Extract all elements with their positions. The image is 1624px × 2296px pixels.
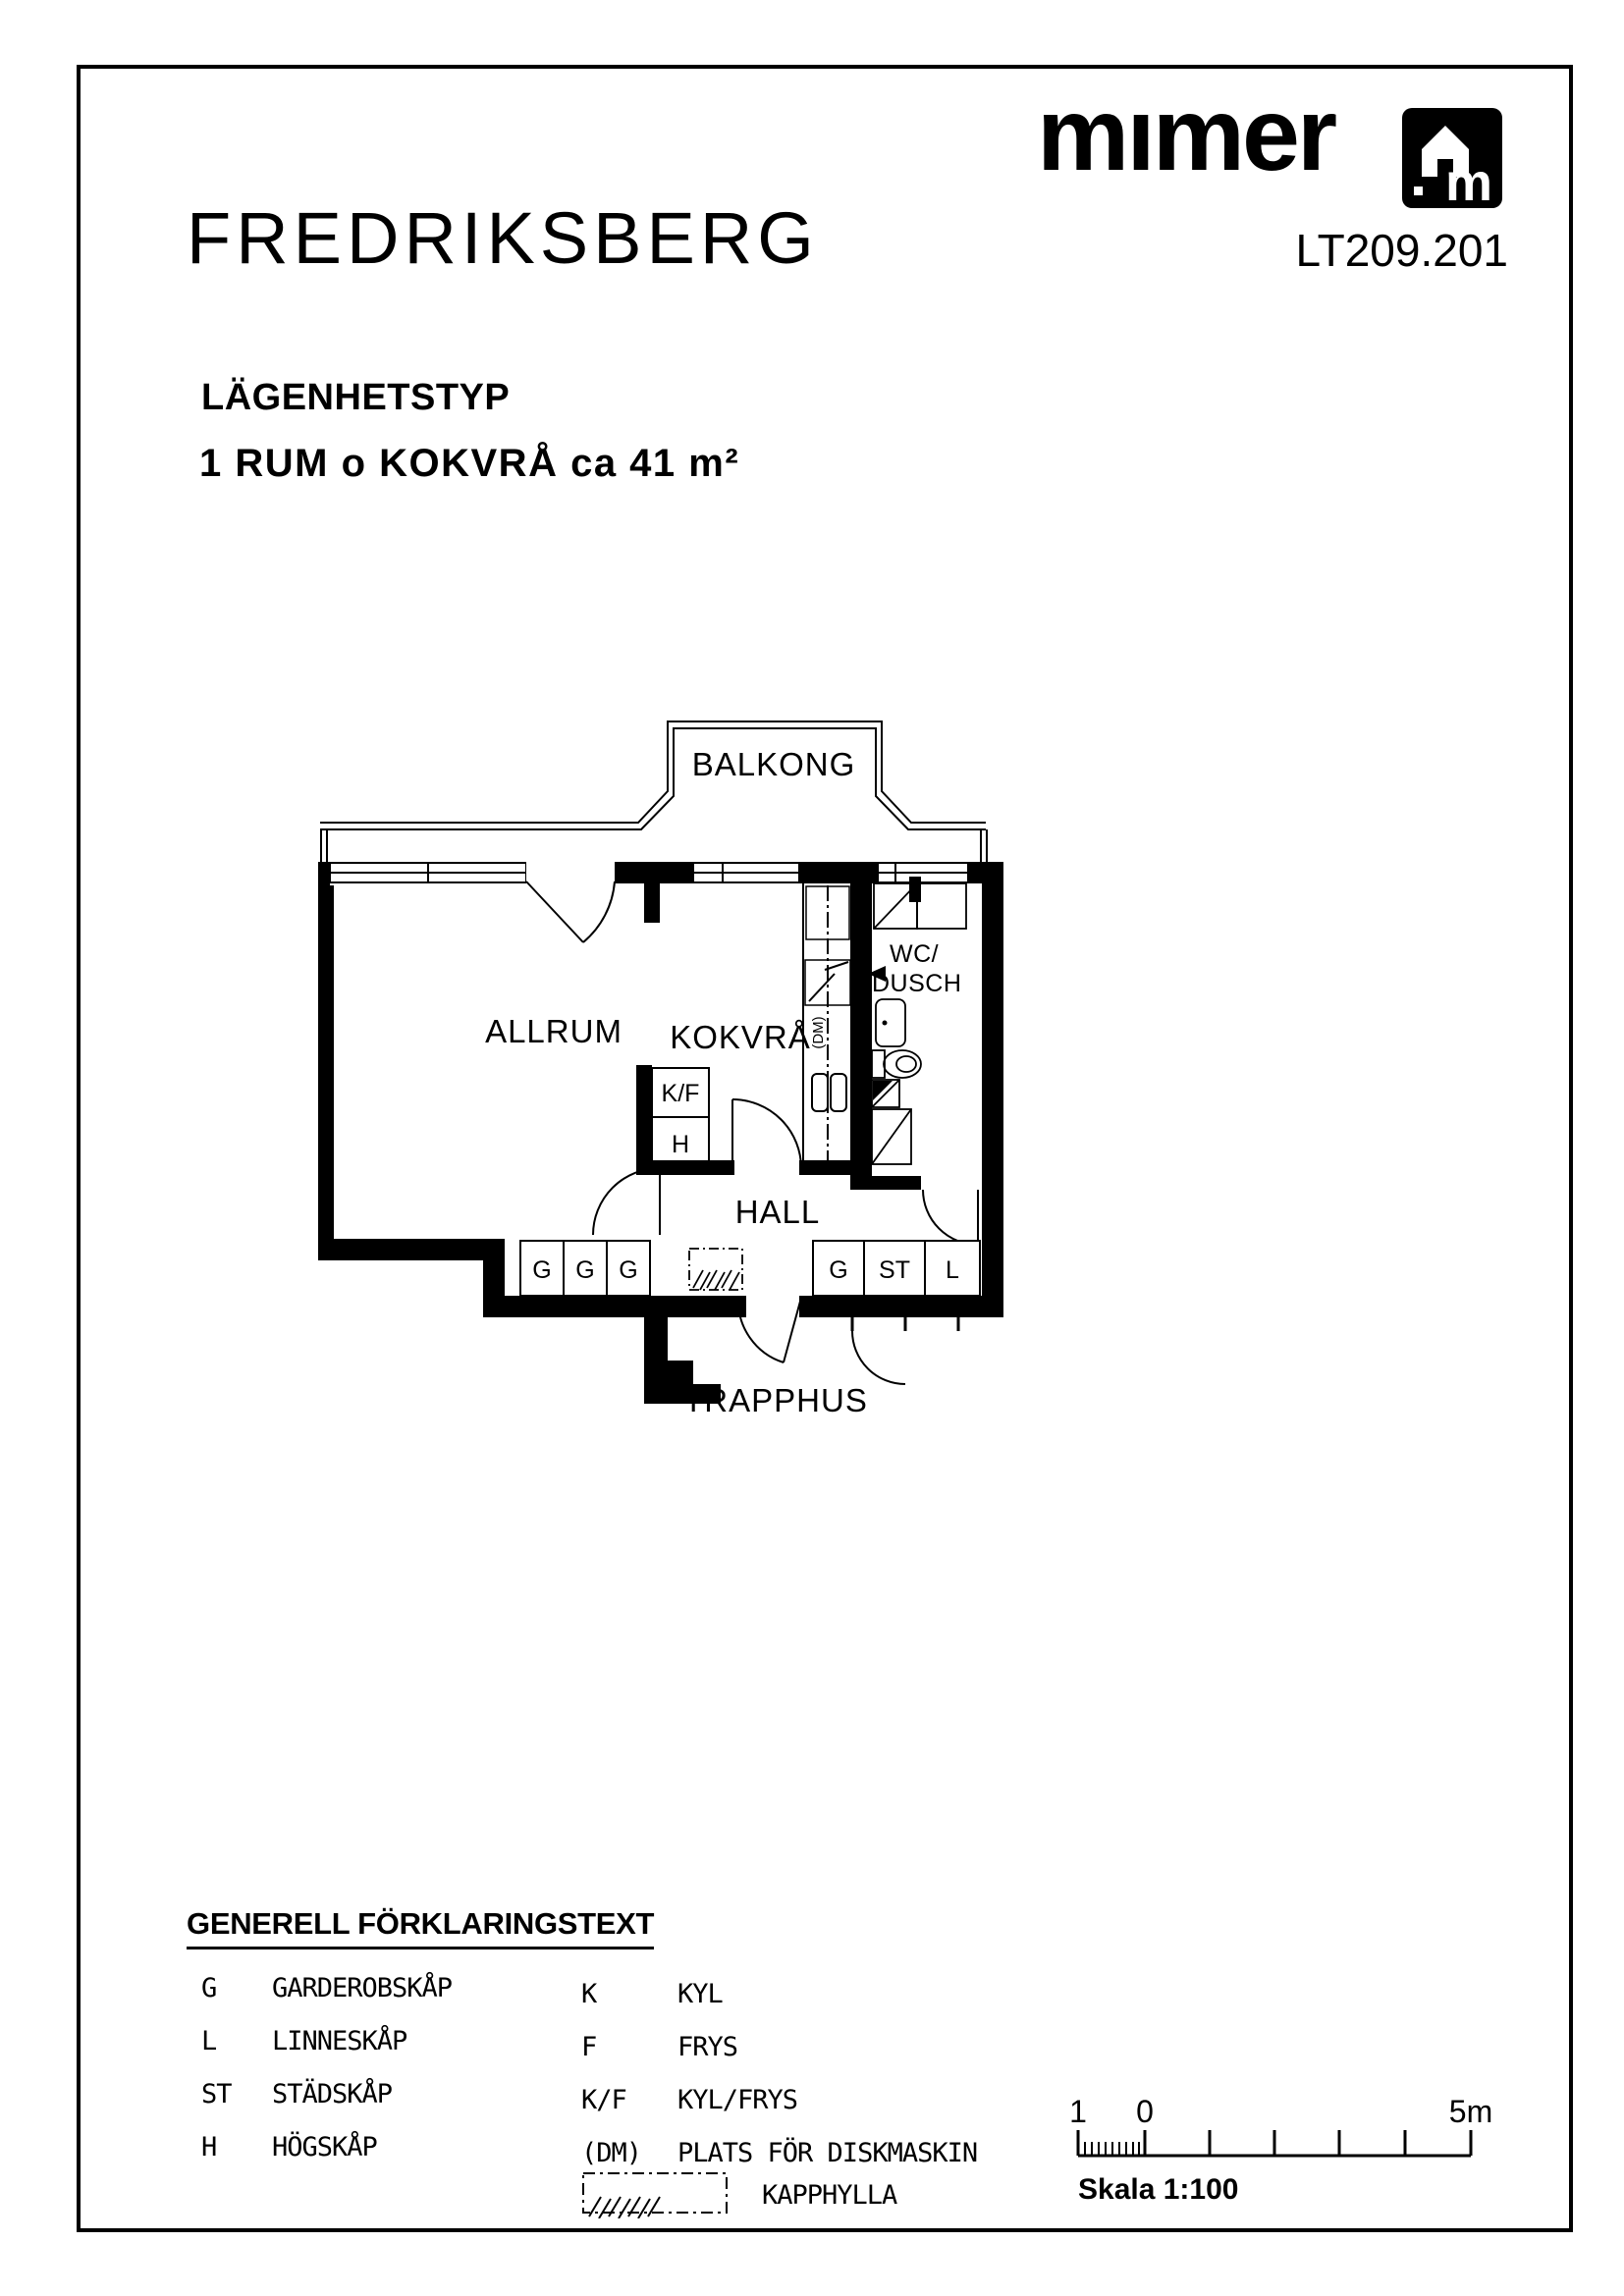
cabinet-g3-label: G	[619, 1256, 638, 1284]
legend-item: G GARDEROBSKÅP	[201, 1973, 453, 2003]
mimer-logo	[1037, 77, 1508, 220]
legend-item-kapphylla: KAPPHYLLA	[581, 2171, 896, 2218]
wc-label-line1: WC/	[890, 940, 940, 968]
cabinet-kf-label: K/F	[661, 1080, 700, 1107]
scale-tick-0: 0	[1136, 2094, 1154, 2129]
cabinet-g2-label: G	[575, 1256, 595, 1284]
legend-item: (DM) PLATS FÖR DISKMASKIN	[581, 2138, 978, 2168]
cabinet-l-label: L	[946, 1256, 959, 1284]
coat-shelf-legend-icon	[581, 2171, 729, 2218]
stairwell-door	[852, 1317, 958, 1384]
living-room-door	[593, 1168, 660, 1235]
partition-stub	[644, 883, 660, 923]
cabinet-g4-label: G	[829, 1256, 848, 1284]
legend-item: F FRYS	[581, 2032, 738, 2062]
legend-column-left	[201, 1973, 452, 2185]
cabinet-g1-label: G	[532, 1256, 552, 1284]
legend-item: K/F KYL/FRYS	[581, 2085, 798, 2115]
hall-label: HALL	[734, 1194, 821, 1230]
bathroom-door	[923, 1190, 978, 1245]
coat-shelf-symbol	[689, 1249, 742, 1290]
cabinet-h-label: H	[671, 1131, 690, 1158]
wc-label-line2: DUSCH	[872, 970, 962, 997]
scale-bar	[1056, 2086, 1517, 2214]
apartment-type-spec: 1 RUM o KOKVRÅ ca 41 m²	[199, 442, 740, 485]
plan-type-code: LT209.201	[1295, 225, 1508, 276]
balcony-railing	[320, 721, 987, 862]
window-band-east	[878, 860, 968, 885]
entrance-door	[738, 1298, 801, 1362]
bathroom	[868, 877, 966, 1190]
mimer-logo-wordmark: mımer	[1037, 77, 1335, 192]
balcony-door	[526, 881, 615, 942]
legend-title: GENERELL FÖRKLARINGSTEXT	[187, 1906, 654, 1949]
window-band-middle	[693, 860, 799, 885]
svg-text:m: m	[1445, 153, 1493, 208]
sink-bowl-2	[831, 1074, 846, 1111]
kitchenette-door	[732, 1099, 801, 1168]
mimer-house-icon	[1402, 108, 1502, 208]
sink-bowl-1	[812, 1074, 828, 1111]
washbasin-symbol	[876, 999, 905, 1046]
stairwell-label: TRAPPHUS	[683, 1382, 868, 1418]
living-room-label: ALLRUM	[485, 1013, 623, 1049]
balcony-door-opening	[526, 860, 615, 885]
dishwasher-space-label: (DM)	[810, 1016, 827, 1049]
scale-tick-5m: 5m	[1448, 2094, 1493, 2129]
apartment-type-label: LÄGENHETSTYP	[201, 377, 511, 418]
window-band-west	[330, 860, 526, 885]
legend-item: H HÖGSKÅP	[201, 2132, 377, 2163]
scale-caption: Skala 1:100	[1078, 2173, 1239, 2206]
kitchenette-label: KOKVRÅ	[670, 1019, 811, 1055]
project-title: FREDRIKSBERG	[187, 197, 819, 279]
legend-item: K KYL	[581, 1979, 723, 2009]
legend-item: L LINNESKÅP	[201, 2026, 407, 2056]
scale-tick-1: 1	[1069, 2094, 1087, 2129]
cabinet-st-label: ST	[879, 1256, 910, 1284]
legend-item: ST STÄDSKÅP	[201, 2079, 393, 2109]
floorplan-drawing	[295, 677, 1021, 1463]
balcony-label: BALKONG	[691, 746, 856, 782]
toilet-tank	[872, 1050, 885, 1078]
legend-column-right	[581, 1979, 977, 2191]
